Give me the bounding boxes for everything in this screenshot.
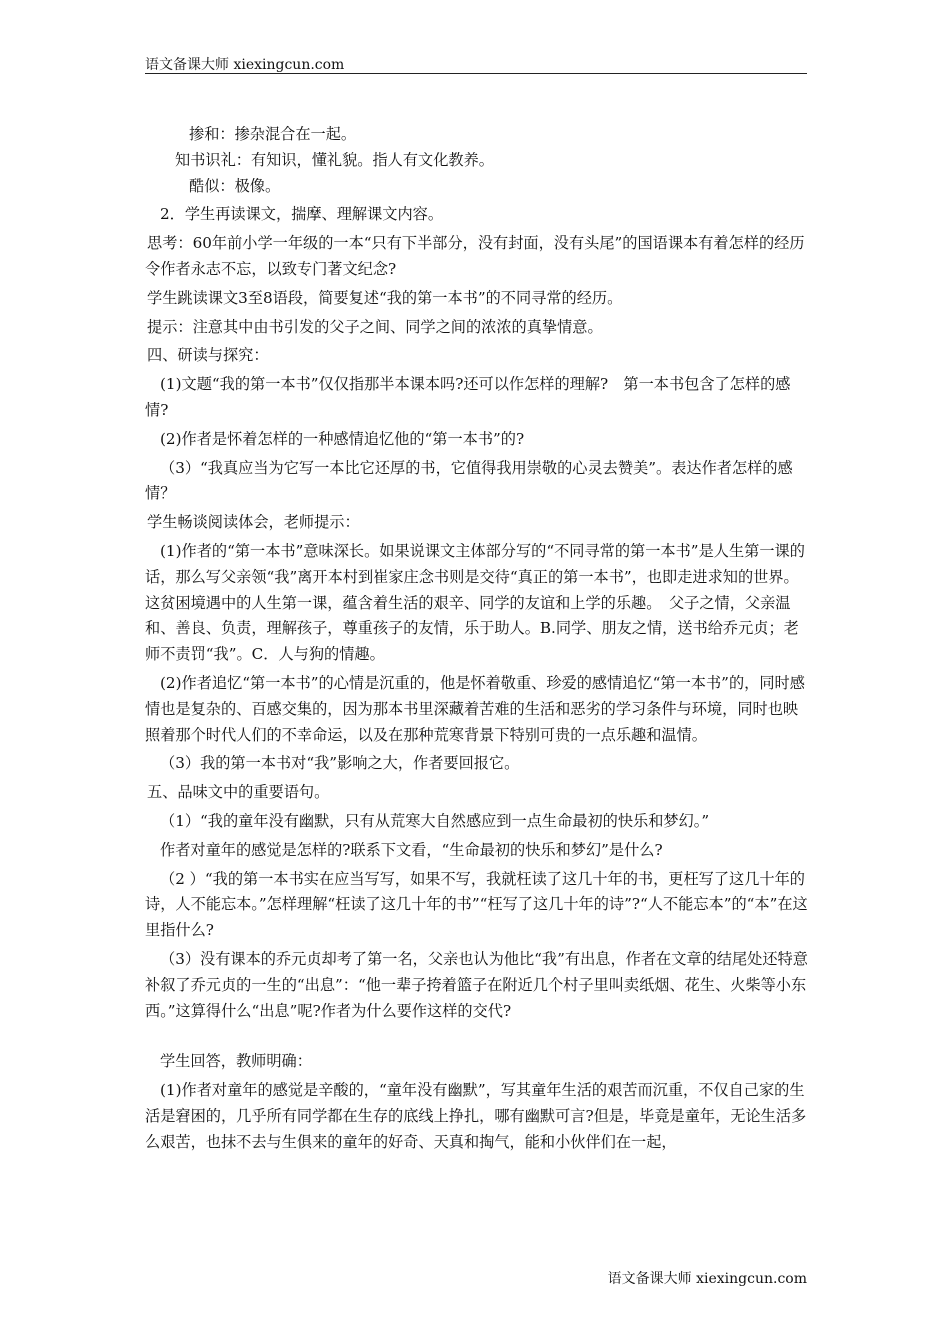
paragraph: 酷似：极像。 bbox=[189, 176, 281, 195]
paragraph: 2．学生再读课文，揣摩、理解课文内容。 bbox=[160, 205, 444, 224]
section-heading bbox=[145, 780, 813, 806]
page-footer: 语文备课大师 xiexingcun.com bbox=[607, 1271, 807, 1287]
paragraph-text: (1)作者对童年的感觉是辛酸的，“童年没有幽默”，写其童年生活的艰苦而沉重，不仅自己家的生活是窘困的，几乎所有同学都在生存的底线上挣扎，哪有幽默可言?但是，毕竟是童年，无论生活多么艰苦，也抹不去与生俱来的童年的好奇、天真和掏气，能和小伙伴们在一起， bbox=[145, 1081, 807, 1151]
paragraph bbox=[145, 867, 813, 944]
section-heading-text: 四、研读与探究： bbox=[147, 346, 269, 365]
paragraph-text: 提示：注意其中由书引发的父子之间、同学之间的浓浓的真挚情意。 bbox=[147, 317, 603, 336]
paragraph-text: （3）没有课本的乔元贞却考了第一名，父亲也认为他比“我”有出息，作者在文章的结尾处还特意补叙了乔元贞的一生的“出息”：“他一辈子挎着篮子在附近几个村子里叫卖纸烟、花生、火柴等小东西。”这算得什么“出息”呢?作者为什么要作这样的交代? bbox=[145, 949, 808, 1020]
paragraph-text: （3）我的第一本书对“我”影响之大，作者要回报它。 bbox=[160, 754, 520, 773]
paragraph bbox=[145, 809, 813, 835]
paragraph bbox=[145, 751, 813, 777]
header-divider bbox=[145, 73, 807, 74]
paragraph-text: (1)作者的“第一本书”意味深长。如果说课文主体部分写的“不同寻常的第一本书”是人生第一课的话，那么写父亲领“我”离开本村到崔家庄念书则是交待“真正的第一本书”，也即走进求知的世界。这贫困境遇中的人生第一课，蕴含着生活的艰辛、同学的友谊和上学的乐趣。 父子之情，父亲温和、善良、负责，理解孩子，尊重孩子的友情，乐于助人。B.同学、朋友之情，送书给乔元贞；老师不责罚“我”。C．人与狗的情趣。 bbox=[145, 541, 805, 664]
paragraph bbox=[145, 456, 813, 508]
paragraph bbox=[145, 947, 813, 1024]
paragraph bbox=[145, 315, 813, 341]
paragraph-text: (2)作者是怀着怎样的一种感情追忆他的“第一本书”的? bbox=[160, 429, 525, 448]
page-header: 语文备课大师 xiexingcun.com bbox=[145, 57, 345, 73]
paragraph-text: 知书识礼：有知识，懂礼貌。指人有文化教养。 bbox=[175, 150, 494, 169]
section-heading-text: 五、品味文中的重要语句。 bbox=[147, 783, 330, 802]
paragraph bbox=[145, 148, 813, 174]
section-heading bbox=[145, 343, 813, 369]
paragraph: 掺和：掺杂混合在一起。 bbox=[189, 125, 357, 143]
paragraph bbox=[145, 838, 813, 864]
paragraph bbox=[145, 1049, 813, 1075]
blank-line bbox=[145, 1024, 813, 1046]
paragraph bbox=[145, 671, 813, 748]
paragraph bbox=[145, 510, 813, 536]
paragraph-text: 作者对童年的感觉是怎样的?联系下文看，“生命最初的快乐和梦幻”是什么? bbox=[160, 840, 663, 859]
paragraph-text: (2)作者追忆“第一本书”的心情是沉重的，他是怀着敬重、珍爱的感情追忆“第一本书”的，同时感情也是复杂的、百感交集的，因为那本书里深藏着苦难的生活和恶劣的学习条件与环境，同时也映照着那个时代人们的不幸命运，以及在那种荒寒背景下特别可贵的一点乐趣和温情。 bbox=[145, 673, 805, 744]
paragraph-text: 思考：60年前小学一年级的一本“只有下半部分，没有封面，没有头尾”的国语课本有着怎样的经历令作者永志不忘，以致专门著文纪念? bbox=[145, 234, 805, 278]
paragraph bbox=[145, 372, 813, 424]
document-body bbox=[145, 122, 813, 1155]
paragraph bbox=[145, 539, 813, 668]
paragraph-text: 学生回答，教师明确： bbox=[160, 1052, 312, 1071]
paragraph-text: （3）“我真应当为它写一本比它还厚的书，它值得我用崇敬的心灵去赞美”。表达作者怎样的感情？ bbox=[145, 458, 793, 503]
paragraph-text: 学生跳读课文3至8语段，简要复述“我的第一本书”的不同寻常的经历。 bbox=[147, 288, 623, 307]
paragraph bbox=[145, 427, 813, 453]
paragraph-text: （1）“我的童年没有幽默，只有从荒寒大自然感应到一点生命最初的快乐和梦幻。” bbox=[160, 811, 710, 830]
paragraph-text: 学生畅谈阅读体会，老师提示： bbox=[147, 513, 360, 532]
paragraph bbox=[145, 1078, 813, 1155]
paragraph bbox=[145, 286, 813, 312]
paragraph-text: （2 ）“我的第一本书实在应当写写，如果不写，我就枉读了这几十年的书，更枉写了这几十年的诗，人不能忘本。”怎样理解“枉读了这几十年的书”“枉写了这几十年的诗”?“人不能忘本”的“本”在这里指什么? bbox=[145, 869, 808, 940]
paragraph bbox=[145, 231, 813, 283]
paragraph-text: (1)文题“我的第一本书”仅仅指那半本课本吗?还可以作怎样的理解? 第一本书包含了怎样的感情? bbox=[145, 375, 791, 419]
